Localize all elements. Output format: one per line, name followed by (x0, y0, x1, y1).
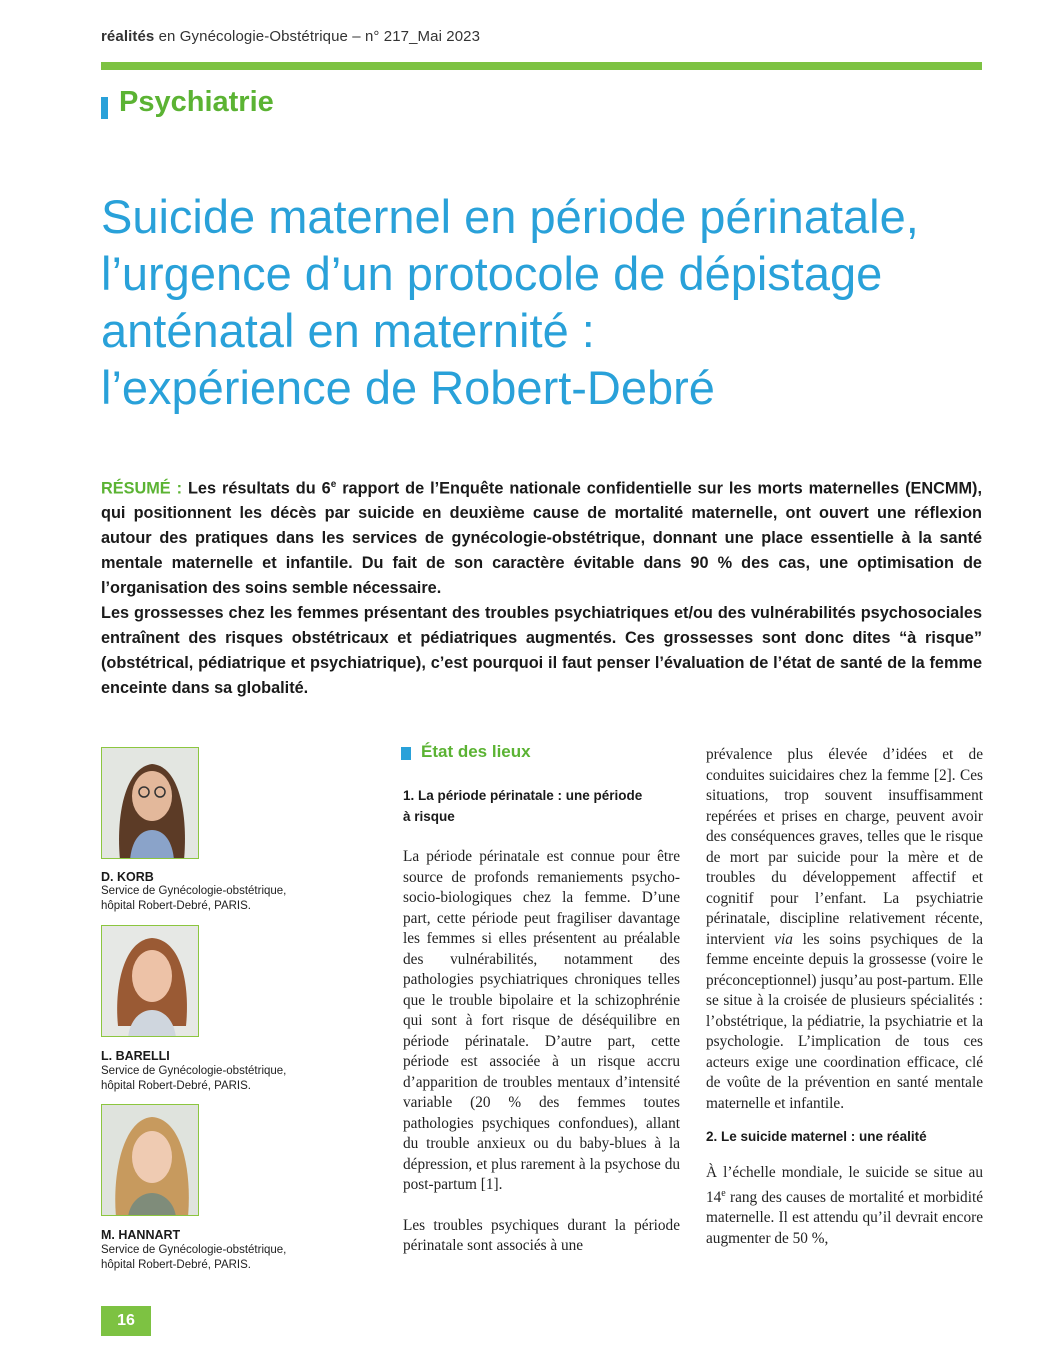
title-line: l’urgence d’un protocole de dépistage (101, 247, 883, 300)
author-name: D. KORB (101, 870, 154, 884)
body-column-2 (706, 745, 983, 1249)
subsection-heading: 2. Le suicide maternel : une réalité (706, 1129, 927, 1144)
abstract (101, 472, 982, 701)
title-line: l’expérience de Robert-Debré (101, 361, 715, 414)
page-number: 16 (101, 1306, 151, 1336)
issue-info: en Gynécologie-Obstétrique – n° 217_Mai 2023 (154, 28, 481, 45)
author-name: L. BARELLI (101, 1049, 170, 1063)
body-paragraph: À l’échelle mondiale, le suicide se situe au 14e rang des causes de mortalité et morbidité maternelle. Il est attendu qu’il devrait encore augmenter de 50 %, (706, 1164, 983, 1247)
title-line: Suicide maternel en période périnatale, (101, 190, 919, 243)
author-photo (101, 747, 199, 859)
abstract-label: RÉSUMÉ : (101, 479, 183, 498)
title-line: anténatal en maternité : (101, 304, 595, 357)
body-paragraph: Les troubles psychiques durant la période périnatale sont associés à une (403, 1216, 680, 1254)
header-rule (101, 62, 982, 70)
section-marker (101, 97, 108, 119)
author-photo (101, 1104, 199, 1216)
section-heading-icon (401, 747, 411, 760)
running-head (101, 28, 480, 45)
author-affiliation: Service de Gynécologie-obstétrique, hôpital Robert-Debré, PARIS. (101, 1065, 287, 1092)
section-label: Psychiatrie (119, 86, 274, 118)
section-heading: État des lieux (421, 742, 531, 761)
author-photo (101, 925, 199, 1037)
author-affiliation: Service de Gynécologie-obstétrique, hôpital Robert-Debré, PARIS. (101, 1244, 287, 1271)
body-paragraph: La période périnatale est connue pour être source de profonds remaniements psycho-socio-biologiques chez la femme. D’une part, cette période peut fragiliser davantage les femmes si elles présentent au préalable des vulnérabilités, notamment des pathologies psychiatriques chroniques telles que le trouble bipolaire et la schizophrénie qui sont à fort risque de déséquilibre en période périnatale. D’autre part, cette période est associée à un risque accru d’apparition de troubles mentaux d’intensité variable (20 % des femmes toutes pathologies psychiques confondues), allant du trouble anxieux ou du baby-blues à la dépression, et plus rarement à la psychose du post-partum [1]. (403, 848, 680, 1193)
author-affiliation: Service de Gynécologie-obstétrique, hôpital Robert-Debré, PARIS. (101, 885, 287, 912)
article-title (101, 188, 1001, 416)
author-name: M. HANNART (101, 1228, 181, 1242)
journal-name: réalités (101, 28, 155, 45)
body-paragraph: prévalence plus élevée d’idées et de conduites suicidaires chez la femme [2]. Ces situations, trop souvent insuffisamment repérées et prises en charge, peuvent avoir des conséquences graves, telles que le risque de mort par suicide pour la mère et de troubles du développement affectif et cognitif pour l’enfant. La psychiatrie périnatale, discipline relativement récente, intervient via les soins psychiques de la femme enceinte depuis la grossesse (voire le préconceptionnel) jusqu’au post-partum. Elle se situe à la croisée de plusieurs spécialités : l’obstétrique, la pédiatrie, la psychiatrie et la psychologie. L’implication de tous ces acteurs exige une coordination efficace, clé de voûte de la prévention en santé mentale maternelle et infantile. (706, 746, 983, 1112)
abstract-paragraph: Les grossesses chez les femmes présentant des troubles psychiatriques et/ou des vulnérabilités psychosociales entraînent des risques obstétricaux et pédiatriques augmentés. Ces grossesses sont donc dites “à risque” (obstétrical, pédiatrique et psychiatrique), c’est pourquoi il faut penser l’évaluation de l’état de santé de la femme enceinte dans sa globalité. (101, 604, 982, 698)
body-column-1 (403, 847, 680, 1257)
abstract-paragraph: RÉSUMÉ : Les résultats du 6e rapport de l’Enquête nationale confidentielle sur les morts maternelles (ENCMM), qui positionnent les décès par suicide en deuxième cause de mortalité maternelle, ont ouvert une réflexion autour des pratiques dans les services de gynécologie-obstétrique, donnant une place essentielle à la santé mentale maternelle et infantile. Du fait de son caractère évitable dans 90 % des cas, une optimisation de l’organisation des soins semble nécessaire. (101, 479, 982, 598)
subsection-heading: 1. La période périnatale : une période à risque (403, 788, 643, 824)
